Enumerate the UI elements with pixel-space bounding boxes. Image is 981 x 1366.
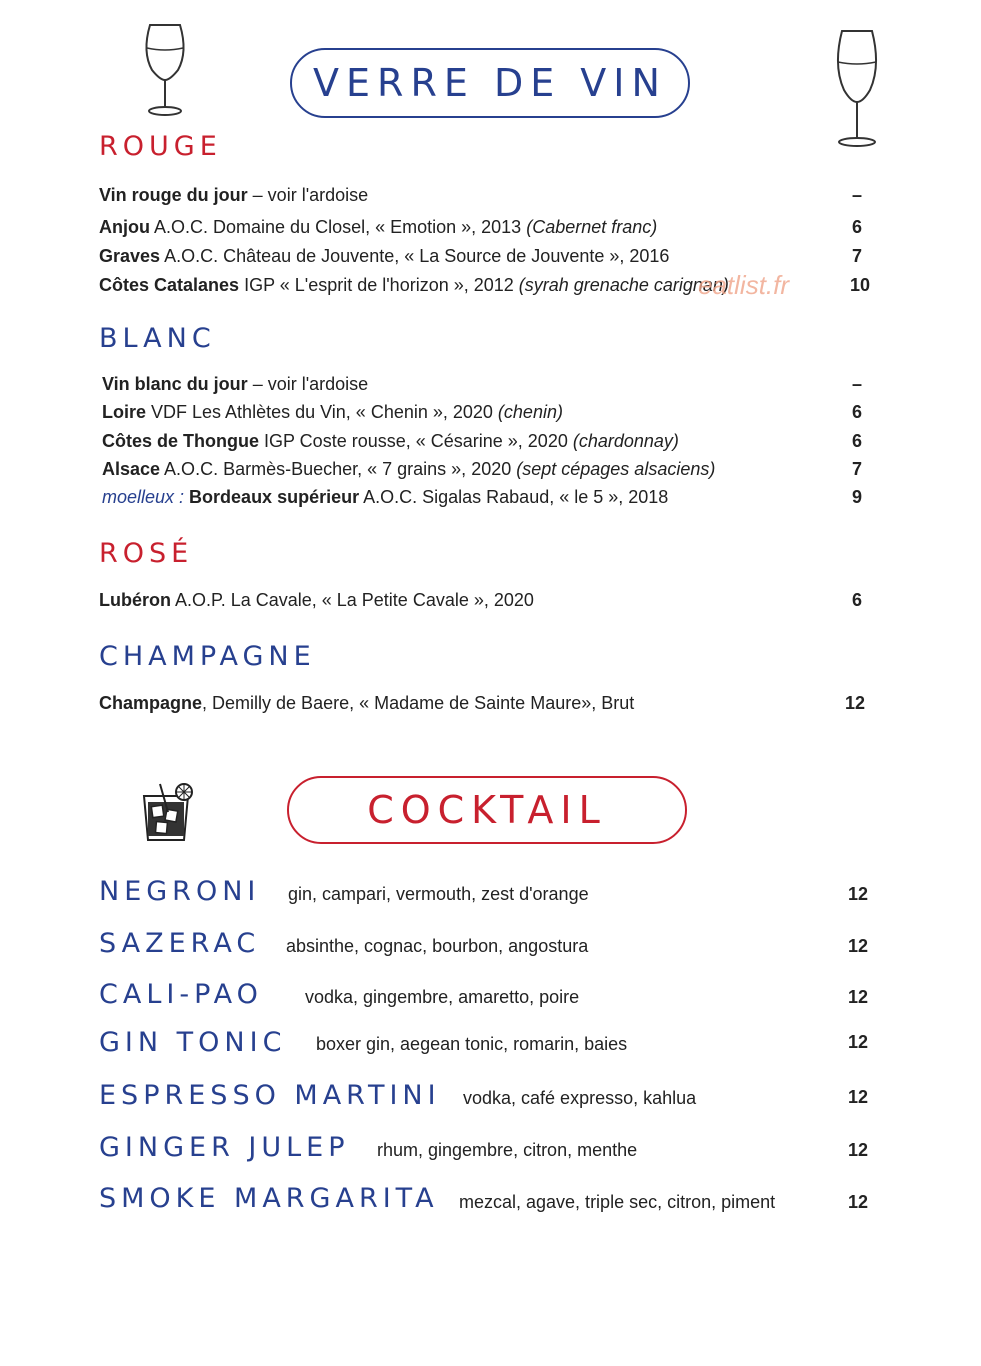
cocktail-ingredients: vodka, café expresso, kahlua	[463, 1088, 697, 1108]
item-price: 12	[847, 1140, 868, 1160]
item-price: 7	[851, 246, 862, 266]
champagne-heading: CHAMPAGNE	[99, 641, 316, 672]
cocktail-ingredients: rhum, gingembre, citron, menthe	[377, 1140, 638, 1160]
item-price: 6	[851, 590, 862, 610]
cocktail-ingredients: gin, campari, vermouth, zest d'orange	[288, 884, 589, 904]
cocktail-ingredients: vodka, gingembre, amaretto, poire	[305, 987, 580, 1007]
item-price: 12	[847, 884, 868, 904]
cocktail-name: SMOKE MARGARITA	[99, 1183, 439, 1214]
item-price: 6	[851, 402, 862, 422]
list-item: Anjou A.O.C. Domaine du Closel, « Emotion », 2013 (Cabernet franc)	[99, 217, 658, 237]
item-price: 12	[847, 1087, 868, 1107]
cocktail-name: GINGER JULEP	[99, 1132, 350, 1163]
list-item: Vin blanc du jour – voir l'ardoise	[102, 374, 369, 394]
wine-glass-icon	[140, 22, 190, 118]
item-price: 12	[847, 1192, 868, 1212]
list-item: Lubéron A.O.P. La Cavale, « La Petite Cavale », 2020	[99, 590, 534, 610]
item-price: –	[851, 374, 862, 394]
item-price: 12	[847, 1032, 868, 1052]
cocktail-name: SAZERAC	[99, 928, 261, 959]
item-price: 9	[851, 487, 862, 507]
list-item: Champagne, Demilly de Baere, « Madame de Sainte Maure», Brut	[99, 693, 635, 713]
list-item: Côtes Catalanes IGP « L'esprit de l'horizon », 2012 (syrah grenache carignan)	[99, 275, 729, 295]
item-price: –	[851, 185, 862, 205]
cocktail-name: CALI-PAO	[99, 979, 263, 1010]
list-item: Côtes de Thongue IGP Coste rousse, « Césarine », 2020 (chardonnay)	[102, 431, 679, 451]
list-item: Loire VDF Les Athlètes du Vin, « Chenin », 2020 (chenin)	[102, 402, 563, 422]
item-price: 12	[847, 987, 868, 1007]
wine-section-banner	[290, 48, 690, 118]
wine-section-title: VERRE DE VIN	[313, 61, 667, 105]
cocktail-glass-icon	[138, 782, 196, 844]
item-price: 6	[851, 431, 862, 451]
list-item: Alsace A.O.C. Barmès-Buecher, « 7 grains », 2020 (sept cépages alsaciens)	[102, 459, 716, 479]
item-price: 10	[849, 275, 870, 295]
cocktail-ingredients: boxer gin, aegean tonic, romarin, baies	[316, 1034, 628, 1054]
cocktail-name: GIN TONIC	[99, 1027, 287, 1058]
cocktail-section-banner	[287, 776, 687, 844]
cocktail-section-title: COCKTAIL	[367, 788, 607, 832]
rouge-heading: ROUGE	[99, 131, 222, 162]
cocktail-ingredients: absinthe, cognac, bourbon, angostura	[286, 936, 589, 956]
list-item: moelleux : Bordeaux supérieur A.O.C. Sigalas Rabaud, « le 5 », 2018	[102, 487, 669, 507]
cocktail-name: ESPRESSO MARTINI	[99, 1080, 441, 1111]
item-price: 12	[847, 936, 868, 956]
watermark: eatlist.fr	[698, 270, 790, 300]
rose-heading: ROSÉ	[99, 538, 194, 569]
item-price: 7	[851, 459, 862, 479]
list-item: Graves A.O.C. Château de Jouvente, « La Source de Jouvente », 2016	[99, 246, 670, 266]
wine-glass-icon	[832, 28, 882, 150]
cocktail-name: NEGRONI	[99, 876, 261, 907]
cocktail-ingredients: mezcal, agave, triple sec, citron, piment	[459, 1192, 776, 1212]
item-price: 12	[844, 693, 865, 713]
blanc-heading: BLANC	[99, 323, 216, 354]
item-price: 6	[851, 217, 862, 237]
list-item: Vin rouge du jour – voir l'ardoise	[99, 185, 369, 205]
